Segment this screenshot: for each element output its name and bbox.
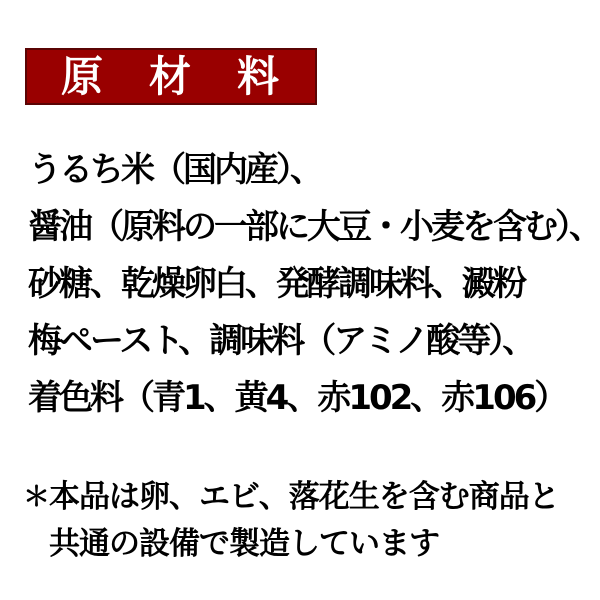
ingredients-header-title: 原 材 料 xyxy=(60,51,281,101)
ingredients-line-2: 醤油（原料の一部に大豆・小麦を含む）、 xyxy=(28,207,600,247)
allergen-note-line-2: 共通の設備で製造しています xyxy=(49,526,439,562)
allergen-note xyxy=(23,474,583,568)
ingredients-text-block xyxy=(28,142,600,427)
allergen-note-text xyxy=(49,474,583,568)
ingredients-line-1: うるち米（国内産）、 xyxy=(28,150,321,190)
ingredients-header-bar xyxy=(25,48,317,105)
ingredients-line-4: 梅ペースト、調味料（アミノ酸等）、 xyxy=(28,321,534,361)
ingredients-line-5: 着色料（青1、黄4、赤102、赤106） xyxy=(28,378,566,418)
allergen-note-line-1: 本品は卵、エビ、落花生を含む商品と xyxy=(49,479,559,515)
ingredients-line-3: 砂糖、乾燥卵白、発酵調味料、澱粉 xyxy=(28,264,524,304)
asterisk-marker: ＊ xyxy=(23,482,49,513)
